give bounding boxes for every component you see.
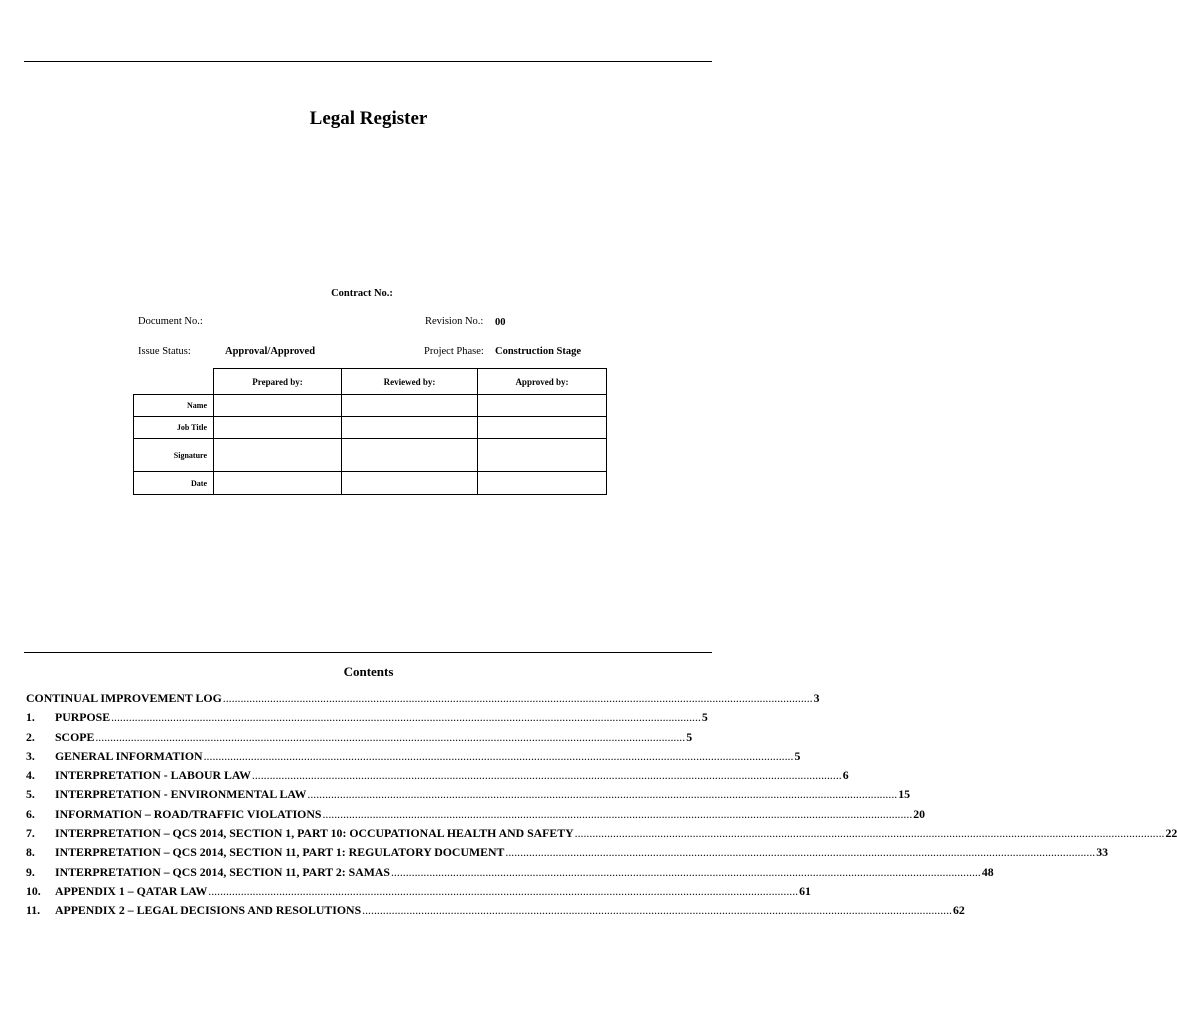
toc-leader-dots: ........................................................................................................................................................................................................ [222,691,813,705]
toc-entry-text: INTERPRETATION – QCS 2014, SECTION 11, PART 1: REGULATORY DOCUMENT [55,845,505,860]
prepared-name-cell [214,395,342,417]
toc-leader-dots: ........................................................................................................................................................................................................ [203,748,794,763]
toc-entry-page: 20 [913,806,926,821]
approved-date-cell [478,472,607,495]
toc-leader-dots: ........................................................................................................................................................................................................ [505,845,1096,860]
toc-entry-number: 3. [26,748,35,763]
table-of-contents [26,689,1177,921]
toc-entry[interactable] [26,863,994,882]
contents-rule [24,652,712,653]
project-phase-value: Construction Stage [495,346,582,357]
toc-leader-dots: ........................................................................................................................................................................................................ [362,903,952,918]
revision-no-label: Revision No.: [425,316,484,327]
toc-entry-number: 4. [26,768,35,783]
toc-leader-dots: ........................................................................................................................................................................................................ [111,710,701,725]
toc-entry-number: 8. [26,845,35,860]
toc-entry-number: 1. [26,710,35,725]
toc-entry-page: 5 [794,748,801,763]
toc-entry[interactable] [26,882,811,901]
document-title: Legal Register [309,108,428,129]
toc-entry-text: CONTINUAL IMPROVEMENT LOG [26,691,222,705]
date-row-label: Date [134,472,214,495]
toc-entry-page: 15 [898,787,911,802]
toc-leader-dots: ........................................................................................................................................................................................................ [574,826,1165,841]
toc-entry-page: 62 [952,903,965,918]
toc-entry-text: APPENDIX 1 – QATAR LAW [55,883,208,898]
toc-entry-text: INTERPRETATION – QCS 2014, SECTION 1, PART 10: OCCUPATIONAL HEALTH AND SAFETY [55,826,574,841]
name-row [134,395,607,417]
revision-no-value: 00 [495,317,506,328]
toc-entry-text: INTERPRETATION - ENVIRONMENTAL LAW [55,787,307,802]
toc-entry-number: 11. [26,903,41,918]
reviewed-date-cell [342,472,478,495]
contents-title: Contents [343,664,394,679]
toc-entry[interactable] [26,766,849,785]
toc-entry-number: 10. [26,883,41,898]
toc-entry-text: APPENDIX 2 – LEGAL DECISIONS AND RESOLUTIONS [55,903,362,918]
approved-job-title-cell [478,417,607,439]
approved-name-cell [478,395,607,417]
toc-entry[interactable] [26,747,801,766]
issue-status-label: Issue Status: [138,346,191,357]
approved-signature-cell [478,439,607,472]
toc-entry-text: INTERPRETATION - LABOUR LAW [55,768,251,783]
toc-entry[interactable] [26,843,1109,862]
toc-entry-number: 6. [26,806,35,821]
toc-entry-number: 9. [26,864,35,879]
reviewed-signature-cell [342,439,478,472]
document-no-label: Document No.: [138,316,203,327]
toc-entry[interactable] [26,824,1177,843]
toc-entry-number: 5. [26,787,35,802]
toc-leader-dots: ........................................................................................................................................................................................................ [95,729,686,744]
toc-entry-text: SCOPE [55,729,95,744]
toc-entry-page: 6 [842,768,849,783]
toc-entry[interactable] [26,805,926,824]
name-row-label: Name [134,395,214,417]
toc-entry[interactable] [26,708,708,727]
toc-entry[interactable] [26,901,965,920]
toc-entry-text: PURPOSE [55,710,111,725]
toc-entry-number: 2. [26,729,35,744]
toc-entry-text: INTERPRETATION – QCS 2014, SECTION 11, PART 2: SAMAS [55,864,390,879]
toc-entry-page: 61 [799,883,811,898]
prepared-job-title-cell [214,417,342,439]
toc-leader-dots: ........................................................................................................................................................................................................ [322,806,913,821]
job-title-row-label: Job Title [134,417,214,439]
toc-leader-dots: ........................................................................................................................................................................................................ [208,883,799,898]
toc-entry[interactable] [26,785,911,804]
toc-entry-page: 33 [1096,845,1109,860]
date-row [134,472,607,495]
toc-entry[interactable] [26,728,693,747]
toc-leader-dots: ........................................................................................................................................................................................................ [390,864,981,879]
contract-no-label: Contract No.: [331,288,393,299]
prepared-by-header: Prepared by: [214,369,342,395]
toc-entry-number: 7. [26,826,35,841]
issue-status-value: Approval/Approved [225,346,316,357]
prepared-signature-cell [214,439,342,472]
toc-entry-page: 48 [981,864,994,879]
approval-table [133,368,607,495]
toc-entry-page: 5 [686,729,693,744]
toc-entry-page: 5 [701,710,708,725]
prepared-date-cell [214,472,342,495]
approved-by-header: Approved by: [478,369,607,395]
toc-entry[interactable] [26,689,820,708]
reviewed-name-cell [342,395,478,417]
signature-row-label: Signature [134,439,214,472]
toc-leader-dots: ........................................................................................................................................................................................................ [251,768,842,783]
toc-leader-dots: ........................................................................................................................................................................................................ [307,787,898,802]
table-corner [134,369,214,395]
signature-row [134,439,607,472]
reviewed-job-title-cell [342,417,478,439]
toc-entry-page: 22 [1165,826,1177,841]
project-phase-label: Project Phase: [424,346,484,357]
job-title-row [134,417,607,439]
top-rule [24,61,712,62]
toc-entry-text: INFORMATION – ROAD/TRAFFIC VIOLATIONS [55,806,322,821]
toc-entry-text: GENERAL INFORMATION [55,748,203,763]
approval-header-row [134,369,607,395]
reviewed-by-header: Reviewed by: [342,369,478,395]
toc-entry-page: 3 [813,691,820,705]
